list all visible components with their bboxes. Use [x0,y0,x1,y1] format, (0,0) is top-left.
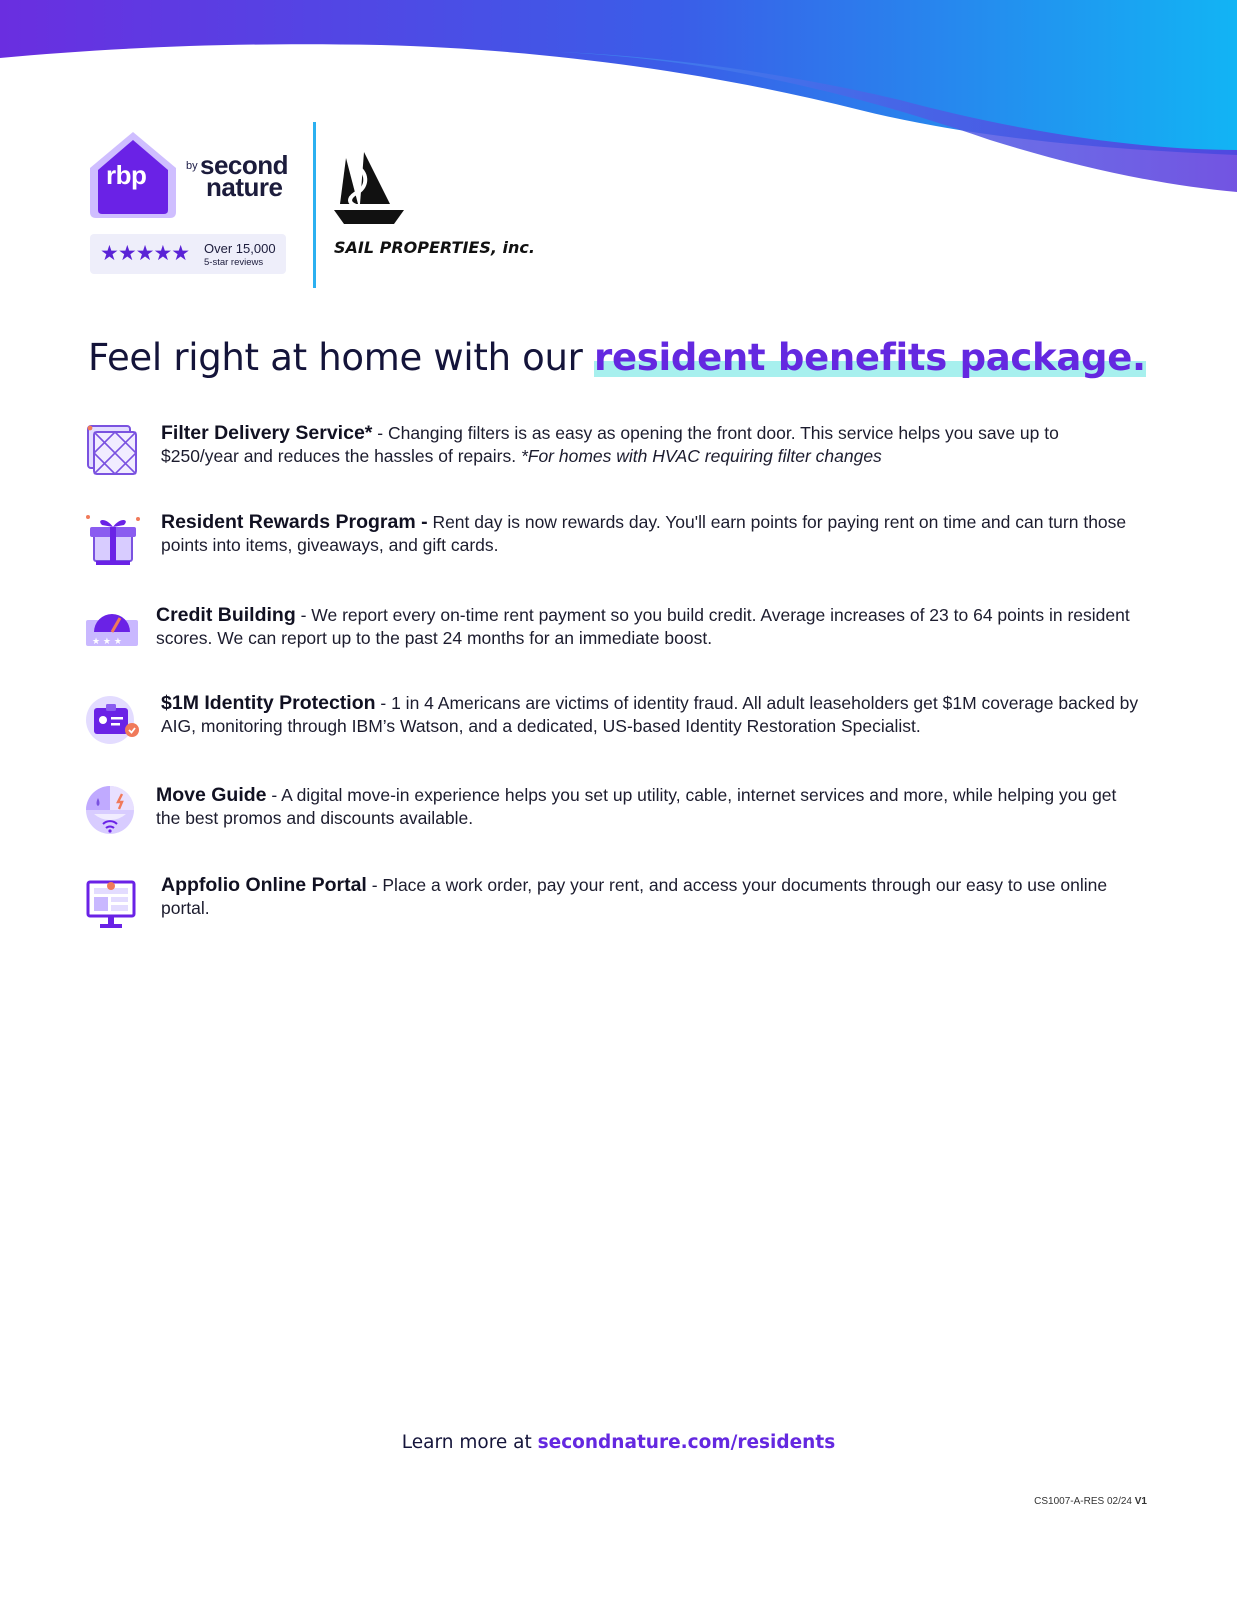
logo-area [88,120,568,295]
by-label: by [186,160,198,172]
reviews-count: Over 15,000 [204,241,276,256]
second-label: second [200,150,289,180]
benefit-text [161,511,1141,557]
svg-text:★ ★ ★: ★ ★ ★ [92,637,122,647]
benefit-title: Credit Building [156,604,296,626]
benefit-title: $1M Identity Protection [161,692,376,714]
residents-link[interactable]: secondnature.com/residents [537,1432,836,1453]
benefit-body: - Place a work order, pay your rent, and access your documents through our easy to use online portal. [161,875,1108,918]
benefit-body: - We report every on-time rent payment so you build credit. Average increases of 23 to 64 points in resident scores. We can report up to the past 24 months for an immediate boost. [156,605,1130,648]
benefit-text [156,604,1136,650]
computer-portal-icon [84,874,142,932]
benefit-title: Filter Delivery Service* [161,422,373,444]
benefit-body: - 1 in 4 Americans are victims of identity fraud. All adult leaseholders get $1M coverage backed by AIG, monitoring through IBM’s Watson, and a dedicated, US-based Identity Restoration Specialist. [161,693,1139,736]
document-version: V1 [1134,1496,1147,1507]
benefit-body: - A digital move-in experience helps you set up utility, cable, internet services and more, while helping you get the best promos and discounts available. [156,785,1117,828]
benefit-body: - Changing filters is as easy as opening the front door. This service helps you save up to $250/year and reduces the hassles of repairs. [161,423,1059,466]
identity-card-icon [84,692,142,750]
sailboat-logo-icon [334,152,406,232]
utilities-icon [84,784,142,842]
sail-properties-name: SAIL PROPERTIES, inc. [334,238,535,257]
benefit-note: *For homes with HVAC requiring filter changes [520,446,882,466]
benefit-title: Appfolio Online Portal [161,874,367,896]
logo-divider [313,122,316,288]
document-code [1034,1496,1147,1507]
document-code-main: CS1007-A-RES 02/24 [1034,1496,1135,1507]
credit-gauge-icon [84,600,142,658]
second-nature-wordmark [200,150,289,202]
benefit-text [161,422,1141,468]
benefit-text [156,784,1136,830]
reviews-caption: 5-star reviews [204,257,264,268]
headline-highlight: resident benefits package. [594,336,1146,379]
headline-lead: Feel right at home with our [88,336,595,379]
gift-icon [84,511,142,569]
benefit-text [161,692,1141,738]
benefit-title: Resident Rewards Program - [161,511,428,533]
footer-cta [0,1432,1237,1453]
benefit-title: Move Guide [156,784,267,806]
benefit-text [161,874,1141,920]
reviews-badge [90,234,286,274]
nature-label: nature [206,172,283,202]
page-title [88,336,1146,379]
filter-icon [84,422,142,480]
rbp-label: rbp [106,160,147,190]
footer-lead: Learn more at [401,1432,538,1453]
benefit-body: Rent day is now rewards day. You'll earn points for paying rent on time and can turn those points into items, giveaways, and gift cards. [161,512,1127,555]
five-star-icon: ★★★★★ [100,242,190,265]
